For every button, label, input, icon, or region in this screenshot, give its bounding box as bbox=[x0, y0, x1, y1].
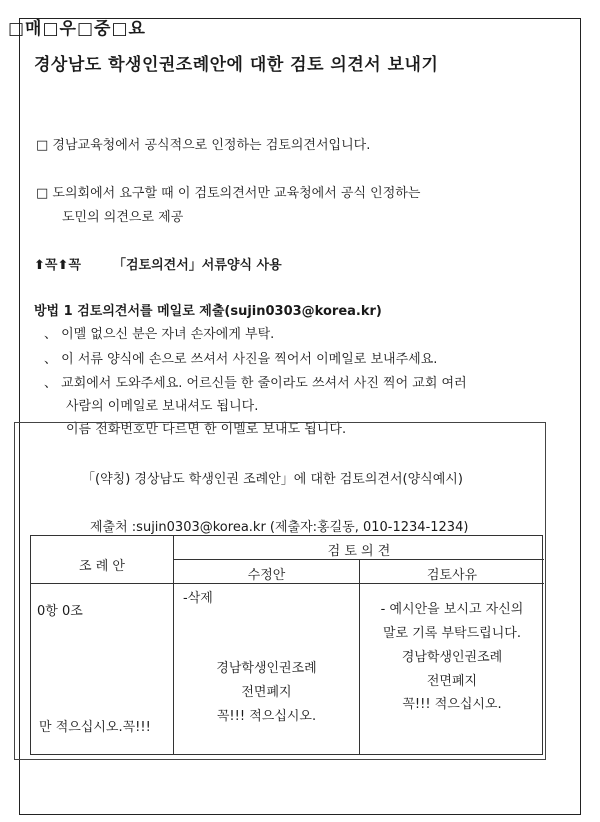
instruction-emphasis: ⬆꼭⬆꼭 bbox=[34, 258, 81, 273]
method-bullet: 、 이멜 없으신 분은 자녀 손자에게 부탁. bbox=[44, 327, 275, 342]
revision-text: 꼭!!! 적으십시오. bbox=[216, 709, 317, 724]
reason-text: 전면폐지 bbox=[426, 674, 478, 689]
note-council-continued: 도민의 의견으로 제공 bbox=[62, 210, 184, 225]
reason-text: 경남학생인권조례 bbox=[401, 650, 503, 665]
article-value: 0항 0조 bbox=[37, 604, 83, 619]
method-title: 방법 1 검토의견서를 메일로 제출(sujin0303@korea.kr) bbox=[34, 304, 382, 319]
document-title: 경상남도 학생인권조례안에 대한 검토 의견서 보내기 bbox=[34, 55, 439, 75]
method-bullet-continued: 사람의 이메일로 보내셔도 됩니다. bbox=[66, 399, 259, 414]
form-title: 「(약칭) 경상남도 학생인권 조례안」에 대한 검토의견서(양식예시) bbox=[82, 472, 463, 487]
note-council: □ 도의회에서 요구할 때 이 검토의견서만 교육청에서 공식 인정하는 bbox=[36, 186, 421, 201]
column-header-opinion: 검 토 의 견 bbox=[327, 544, 391, 559]
column-header-article: 조 례 안 bbox=[79, 559, 125, 574]
method-bullet-continued: 이름 전화번호만 다르면 한 이멜로 보내도 됩니다. bbox=[66, 422, 347, 437]
form-submit-info: 제출처 :sujin0303@korea.kr (제출자:홍길동, 010-1234-1234) bbox=[90, 520, 469, 535]
opinion-table bbox=[30, 535, 543, 755]
reason-text: 말로 기록 부탁드립니다. bbox=[383, 626, 521, 641]
revision-delete: -삭제 bbox=[183, 591, 213, 606]
revision-text: 전면폐지 bbox=[241, 685, 292, 700]
revision-text: 경남학생인권조례 bbox=[216, 661, 317, 676]
method-bullet: 、 이 서류 양식에 손으로 쓰셔서 사진을 찍어서 이메일로 보내주세요. bbox=[44, 352, 438, 367]
note-official: □ 경남교육청에서 공식적으로 인정하는 검토의견서입니다. bbox=[36, 138, 371, 153]
reason-text: 꼭!!! 적으십시오. bbox=[402, 697, 502, 712]
reason-text: - 예시안을 보시고 자신의 bbox=[380, 602, 524, 617]
method-bullet: 、 교회에서 도와주세요. 어르신들 한 줄이라도 쓰셔서 사진 찍어 교회 여러 bbox=[44, 376, 467, 391]
column-header-revision: 수정안 bbox=[247, 568, 286, 583]
column-header-reason: 검토사유 bbox=[426, 568, 478, 583]
article-note: 만 적으십시오.꼭!!! bbox=[39, 720, 151, 735]
urgent-heading: □매□우□중□요 bbox=[8, 19, 146, 39]
instruction-text: 「검토의견서」서류양식 사용 bbox=[113, 258, 282, 273]
